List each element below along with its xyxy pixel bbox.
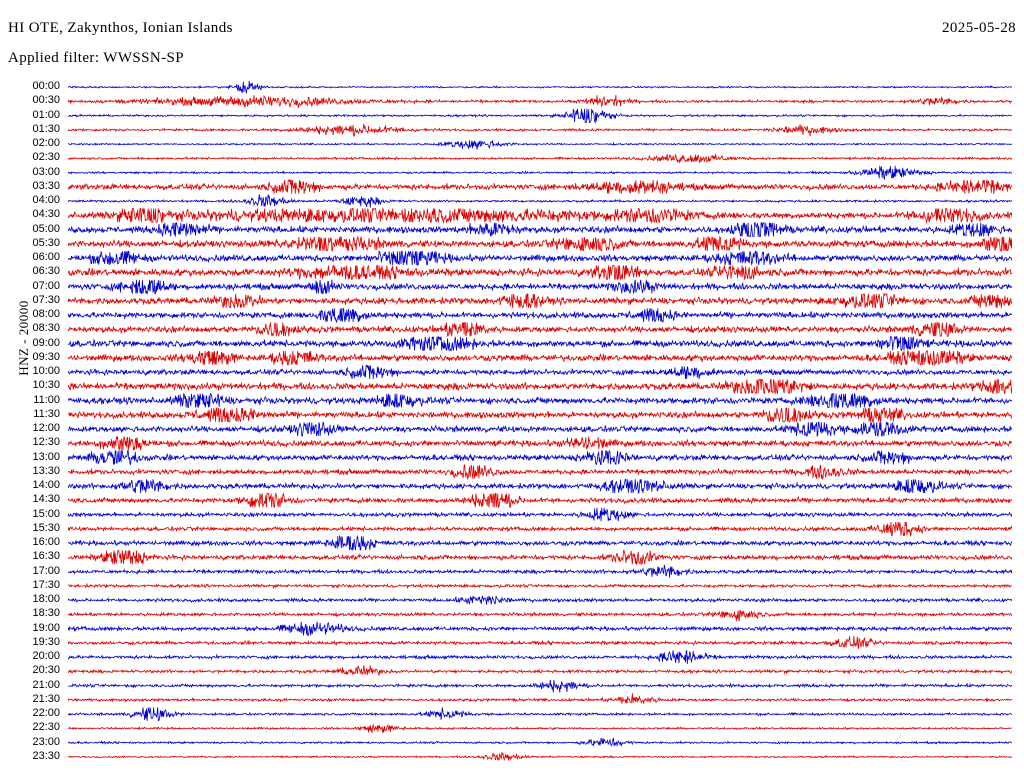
trace-line — [68, 479, 1012, 493]
trace-line — [68, 725, 1012, 733]
trace-line — [68, 394, 1012, 408]
time-tick-label: 10:00 — [32, 365, 60, 378]
time-tick-label: 03:30 — [32, 179, 60, 192]
trace-line — [68, 166, 1012, 180]
helicorder-plot — [68, 80, 1012, 764]
time-tick-label: 00:30 — [32, 94, 60, 107]
trace-line — [68, 280, 1012, 294]
time-tick-label: 02:30 — [32, 151, 60, 164]
time-tick-label: 06:00 — [32, 251, 60, 264]
time-tick-label: 22:00 — [32, 707, 60, 720]
time-tick-label: 04:30 — [32, 208, 60, 221]
time-tick-label: 20:30 — [32, 664, 60, 677]
trace-line — [68, 465, 1012, 479]
trace-line — [68, 81, 1012, 94]
trace-line — [68, 351, 1012, 365]
time-tick-label: 06:30 — [32, 265, 60, 278]
time-tick-label: 07:30 — [32, 293, 60, 306]
trace-line — [68, 365, 1012, 379]
time-tick-label: 17:00 — [32, 564, 60, 577]
time-tick-label: 05:00 — [32, 222, 60, 235]
trace-line — [68, 680, 1012, 693]
page-title: HI OTE, Zakynthos, Ionian Islands — [8, 20, 233, 36]
trace-line — [68, 337, 1012, 351]
trace-line — [68, 622, 1012, 636]
time-tick-label: 15:30 — [32, 521, 60, 534]
trace-line — [68, 584, 1012, 588]
trace-line — [68, 109, 1012, 123]
time-tick-label: 09:30 — [32, 350, 60, 363]
time-tick-labels — [0, 80, 66, 764]
time-tick-label: 15:00 — [32, 507, 60, 520]
trace-line — [68, 422, 1012, 436]
trace-line — [68, 752, 1012, 760]
time-tick-label: 16:00 — [32, 536, 60, 549]
trace-line — [68, 437, 1012, 451]
trace-line — [68, 223, 1012, 237]
time-tick-label: 21:30 — [32, 692, 60, 705]
time-tick-label: 13:30 — [32, 464, 60, 477]
time-tick-label: 23:00 — [32, 735, 60, 748]
filter-label: Applied filter: WWSSN-SP — [8, 50, 184, 66]
time-tick-label: 18:00 — [32, 593, 60, 606]
trace-line — [68, 522, 1012, 536]
trace-line — [68, 408, 1012, 422]
record-date: 2025-05-28 — [942, 20, 1016, 36]
trace-line — [68, 508, 1012, 521]
time-tick-label: 13:00 — [32, 450, 60, 463]
trace-line — [68, 194, 1012, 207]
trace-line — [68, 209, 1012, 223]
time-tick-label: 14:00 — [32, 479, 60, 492]
time-tick-label: 19:00 — [32, 621, 60, 634]
trace-line — [68, 596, 1012, 605]
trace-line — [68, 610, 1012, 621]
trace-line — [68, 95, 1012, 108]
time-tick-label: 11:30 — [33, 407, 60, 420]
time-tick-label: 09:00 — [32, 336, 60, 349]
time-tick-label: 01:00 — [32, 108, 60, 121]
time-tick-label: 18:30 — [32, 607, 60, 620]
time-tick-label: 08:00 — [32, 308, 60, 321]
time-tick-label: 12:00 — [32, 422, 60, 435]
helicorder-svg — [68, 80, 1012, 764]
time-tick-label: 02:00 — [32, 137, 60, 150]
trace-line — [68, 494, 1012, 508]
trace-line — [68, 380, 1012, 394]
y-axis-label: HNZ - 20000 — [16, 300, 31, 376]
time-tick-label: 07:00 — [32, 279, 60, 292]
trace-line — [68, 707, 1012, 721]
trace-line — [68, 693, 1012, 703]
trace-line — [68, 251, 1012, 265]
trace-line — [68, 636, 1012, 649]
trace-line — [68, 294, 1012, 308]
time-tick-label: 10:30 — [32, 379, 60, 392]
trace-line — [68, 665, 1012, 675]
time-tick-label: 00:00 — [32, 80, 60, 93]
time-tick-label: 16:30 — [32, 550, 60, 563]
trace-line — [68, 565, 1012, 578]
trace-line — [68, 266, 1012, 280]
time-tick-label: 08:30 — [32, 322, 60, 335]
trace-line — [68, 308, 1012, 322]
time-tick-label: 03:00 — [32, 165, 60, 178]
time-tick-label: 17:30 — [32, 578, 60, 591]
trace-line — [68, 237, 1012, 251]
time-tick-label: 21:00 — [32, 678, 60, 691]
trace-line — [68, 124, 1012, 136]
time-tick-label: 05:30 — [32, 236, 60, 249]
trace-line — [68, 323, 1012, 337]
time-tick-label: 23:30 — [32, 749, 60, 762]
trace-line — [68, 650, 1012, 664]
trace-line — [68, 140, 1012, 149]
time-tick-label: 12:30 — [32, 436, 60, 449]
time-tick-label: 20:00 — [32, 650, 60, 663]
trace-line — [68, 451, 1012, 465]
trace-line — [68, 154, 1012, 163]
time-tick-label: 22:30 — [32, 721, 60, 734]
trace-line — [68, 180, 1012, 194]
time-tick-label: 19:30 — [32, 635, 60, 648]
time-tick-label: 01:30 — [32, 122, 60, 135]
trace-line — [68, 738, 1012, 746]
time-tick-label: 11:00 — [33, 393, 60, 406]
trace-line — [68, 551, 1012, 565]
trace-line — [68, 536, 1012, 550]
time-tick-label: 04:00 — [32, 194, 60, 207]
time-tick-label: 14:30 — [32, 493, 60, 506]
